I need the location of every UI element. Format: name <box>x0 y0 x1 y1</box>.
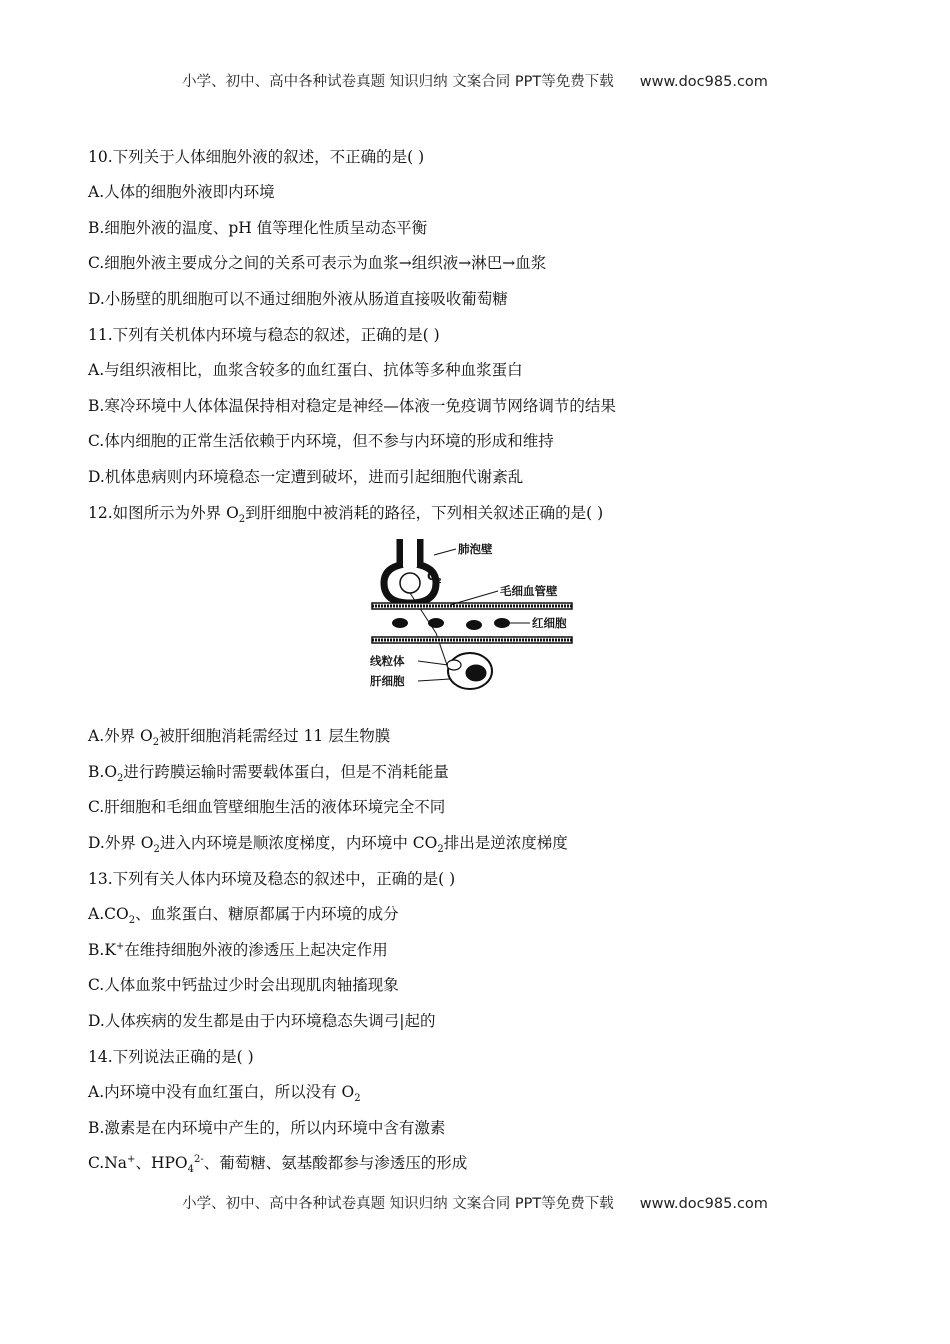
q10-option-d: D.小肠壁的肌细胞可以不通过细胞外液从肠道直接吸收葡萄糖 <box>88 290 508 308</box>
q11-option-d: D.机体患病则内环境稳态一定遭到破坏，进而引起细胞代谢紊乱 <box>88 468 524 486</box>
header-site-link[interactable]: www.doc985.com <box>639 74 768 90</box>
q10-option-c: C.细胞外液主要成分之间的关系可表示为血浆→组织液→淋巴→血浆 <box>88 254 547 272</box>
q14-option-a: A.内环境中没有血红蛋白，所以没有 $O_2$ <box>88 1083 361 1105</box>
q13-option-c: C.人体血浆中钙盐过少时会出现肌肉轴搐现象 <box>88 976 399 994</box>
page-footer <box>0 1192 950 1213</box>
q12-option-a: A.外界 $O_2$被肝细胞消耗需经过 11 层生物膜 <box>88 727 391 749</box>
red-blood-cells <box>392 618 510 630</box>
label-mitochondria: 线粒体 <box>370 654 405 668</box>
q10-option-a: A.人体的细胞外液即内环境 <box>88 183 275 201</box>
q14-option-c: C.Na+、$HPO_4^{2-}$、葡萄糖、氨基酸都参与渗透压的形成 <box>88 1153 468 1176</box>
q12-option-d: D.外界 $O_2$进入内环境是顺浓度梯度，内环境中 $CO_2$排出是逆浓度梯度 <box>88 834 568 856</box>
q12-option-c: C.肝细胞和毛细血管壁细胞生活的液体环境完全不同 <box>88 798 446 816</box>
footer-site-link[interactable]: www.doc985.com <box>639 1196 768 1212</box>
q14-option-b: B.激素是在内环境中产生的，所以内环境中含有激素 <box>88 1119 446 1137</box>
label-liver-cell: 肝细胞 <box>370 674 405 688</box>
svg-text:O2: $O_2$ <box>427 569 442 585</box>
header-text: 小学、初中、高中各种试卷真题 知识归纳 文案合同 PPT等免费下载 <box>182 74 614 90</box>
q10-stem: 10.下列关于人体细胞外液的叙述，不正确的是( ) <box>88 148 425 166</box>
q14-stem: 14.下列说法正确的是( ) <box>88 1048 254 1066</box>
footer-text: 小学、初中、高中各种试卷真题 知识归纳 文案合同 PPT等免费下载 <box>182 1196 614 1212</box>
q11-option-c: C.体内细胞的正常生活依赖于内环境，但不参与内环境的形成和维持 <box>88 432 554 450</box>
q11-option-b: B.寒冷环境中人体体温保持相对稳定是神经—体液一免疫调节网络调节的结果 <box>88 397 616 415</box>
label-capillary: 毛细血管壁 <box>500 584 558 598</box>
q13-option-b: B.K+在维持细胞外液的渗透压上起决定作用 <box>88 940 388 959</box>
label-red-blood-cell: 红细胞 <box>532 616 567 630</box>
o2-pathway-diagram <box>370 533 580 693</box>
liver-cell <box>447 653 492 689</box>
q10-option-b: B.细胞外液的温度、pH 值等理化性质呈动态平衡 <box>88 219 428 237</box>
label-alveolus: 肺泡壁 <box>458 542 493 556</box>
page-header <box>0 70 950 91</box>
q12-option-b: $B.O_2$进行跨膜运输时需要载体蛋白，但是不消耗能量 <box>88 763 449 785</box>
q12-stem: 12.如图所示为外界 $O_2$到肝细胞中被消耗的路径，下列相关叙述正确的是( ) <box>88 504 604 526</box>
q13-option-a: $A.CO_2$、血浆蛋白、糖原都属于内环境的成分 <box>88 905 399 927</box>
q13-stem: 13.下列有关人体内环境及稳态的叙述中，正确的是( ) <box>88 870 456 888</box>
q13-option-d: D.人体疾病的发生都是由于内环境稳态失调弓|起的 <box>88 1012 436 1030</box>
q11-stem: 11.下列有关机体内环境与稳态的叙述，正确的是( ) <box>88 326 440 344</box>
q11-option-a: A.与组织液相比，血浆含较多的血红蛋白、抗体等多种血浆蛋白 <box>88 361 523 379</box>
